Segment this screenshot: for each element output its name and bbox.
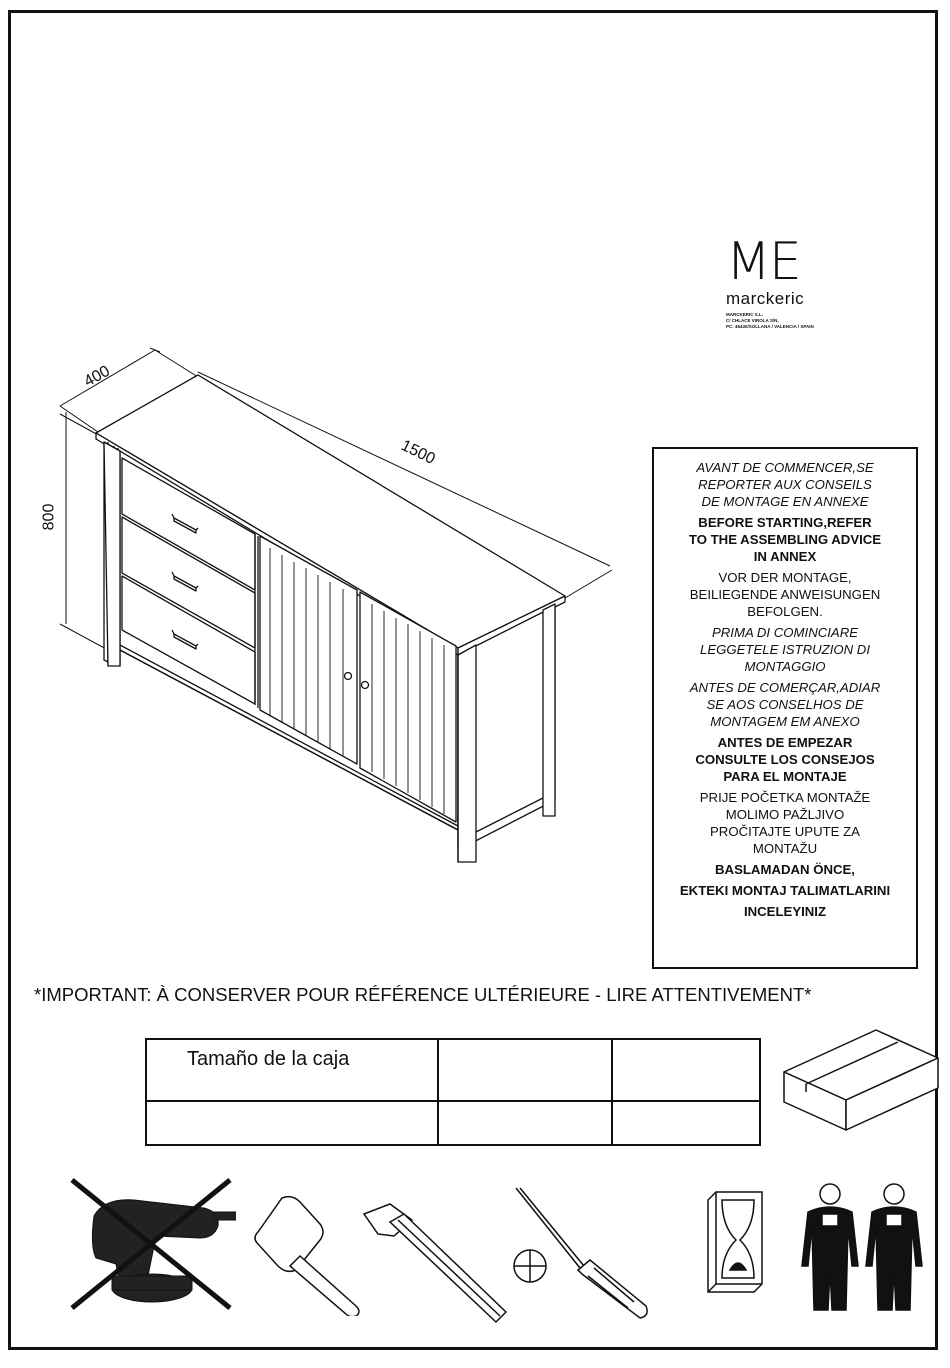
notice-line: BEILIEGENDE ANWEISUNGEN (689, 587, 881, 602)
phillips-screwdriver-icon (508, 1186, 648, 1320)
box-size-cell (612, 1101, 760, 1145)
logo-name: marckeric (726, 289, 805, 308)
notice-line: ANTES DE COMERÇAR,ADIAR (689, 680, 881, 695)
notice-line: LEGGETELE ISTRUZION DI (699, 642, 870, 657)
person-icon (866, 1184, 922, 1310)
notice-tr (654, 861, 916, 920)
dimension-depth: 400 (81, 362, 113, 391)
logo-address (726, 312, 826, 330)
box-size-cell (438, 1101, 612, 1145)
notice-line: AVANT DE COMMENCER,SE (696, 460, 874, 475)
notice-line: SE AOS CONSELHOS DE (706, 697, 864, 712)
notice-es (654, 734, 916, 785)
logo-mark: ME (726, 232, 800, 292)
notice-line: PARA EL MONTAJE (723, 769, 847, 784)
notice-line: MOLIMO PAŽLJIVO (725, 807, 845, 822)
notice-line: DE MONTAGE EN ANNEXE (701, 494, 869, 509)
notice-line: EKTEKI MONTAJ TALIMATLARINI (679, 883, 891, 898)
important-note: *IMPORTANT: À CONSERVER POUR RÉFÉRENCE ULTÉRIEURE - LIRE ATTENTIVEMENT* (34, 984, 812, 1005)
notice-line: MONTAŽU (752, 841, 818, 856)
logo-address-line: MARCKERIC S.L. (726, 312, 763, 317)
dimension-height: 800 (40, 503, 58, 531)
hammer-icon (360, 1200, 510, 1324)
notice-line: BEFOLGEN. (747, 604, 823, 619)
notice-hr (654, 789, 916, 857)
notice-line: CONSULTE LOS CONSEJOS (695, 752, 875, 767)
notice-line: PRIMA DI COMINCIARE (711, 625, 859, 640)
notice-line: BASLAMADAN ÖNCE, (715, 862, 855, 877)
box-size-cell (612, 1039, 760, 1101)
notice-line: INCELEYINIZ (743, 904, 827, 919)
brand-logo (726, 232, 826, 330)
notice-fr (654, 459, 916, 510)
notice-line: REPORTER AUX CONSEILS (698, 477, 872, 492)
logo-address-line: PC: 46430/SOLLANA / VALENCIA / SPAIN (726, 324, 814, 329)
box-size-label-cell (146, 1039, 438, 1101)
notice-line: MONTAGGIO (744, 659, 826, 674)
notice-line: VOR DER MONTAGE, (718, 570, 852, 585)
hourglass-icon (704, 1190, 766, 1294)
notice-line: MONTAGEM EM ANEXO (710, 714, 860, 729)
rubber-mallet-icon (248, 1192, 372, 1316)
box-size-cell (146, 1101, 438, 1145)
box-size-table (145, 1038, 761, 1146)
notice-pt (654, 679, 916, 730)
dimension-width: 1500 (398, 437, 438, 468)
box-size-cell (438, 1039, 612, 1101)
logo-address-line: C/ CHLACE VIROLA S/N, (726, 318, 779, 323)
box-icon (780, 1024, 942, 1134)
notice-line: ANTES DE EMPEZAR (717, 735, 853, 750)
person-icon (802, 1184, 858, 1310)
notice-line: BEFORE STARTING,REFER (698, 515, 872, 530)
crossed-out-drill-icon (64, 1176, 236, 1312)
notice-it (654, 624, 916, 675)
sideboard-drawing (0, 0, 640, 900)
notice-en (654, 514, 916, 565)
notice-de (654, 569, 916, 620)
notice-line: PROČITAJTE UPUTE ZA (710, 824, 860, 839)
assembly-notice (652, 447, 918, 969)
two-person-assembly-icon (800, 1180, 930, 1320)
box-size-label: Tamaño de la caja (187, 1048, 350, 1070)
notice-line: TO THE ASSEMBLING ADVICE (688, 532, 882, 547)
notice-line: PRIJE POČETKA MONTAŽE (699, 790, 871, 805)
notice-line: IN ANNEX (753, 549, 817, 564)
